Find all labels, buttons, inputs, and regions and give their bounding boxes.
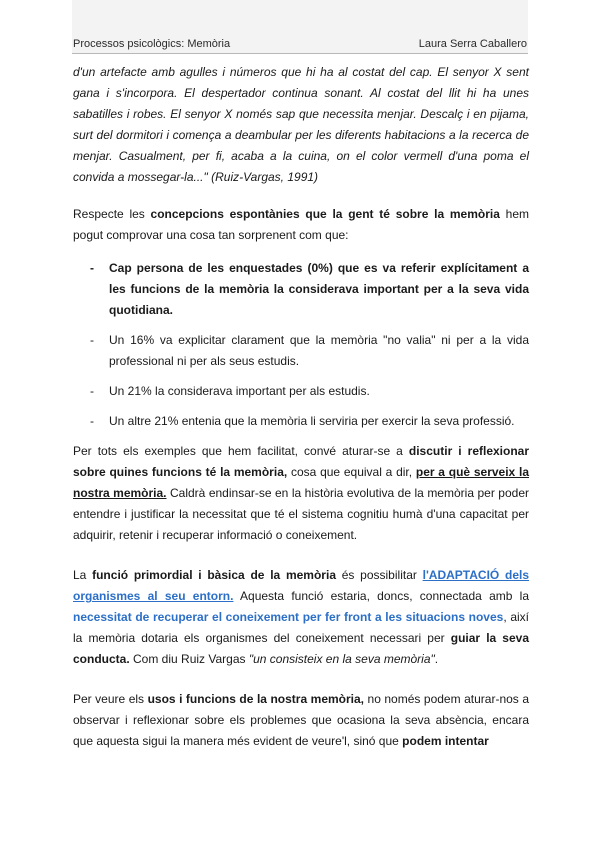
uses-paragraph: [73, 689, 529, 752]
bold-run: usos i funcions de la nostra memòria,: [147, 692, 365, 706]
bold-run: concepcions espontànies que la gent té sobre la memòria: [150, 207, 500, 221]
text-run: cosa que equival a dir,: [287, 465, 416, 479]
list-item: - Un 16% va explicitar clarament que la memòria "no valia" ni per a la vida professional ni per als seus estudis.: [73, 330, 529, 372]
text-run: Aquesta funció estaria, doncs, connectada amb la: [233, 589, 530, 603]
adaptation-link[interactable]: l'ADAPTACIÓ dels organismes al seu entorn.: [73, 568, 529, 603]
bold-run: guiar la seva conducta.: [73, 631, 529, 666]
survey-list: [73, 258, 529, 432]
italic-run: "un consisteix en la seva memòria": [248, 652, 435, 666]
highlight-run: necessitat de recuperar el coneixement per fer front a les situacions noves: [73, 610, 504, 624]
text-run: La: [73, 568, 93, 582]
text-run: és possibilitar: [336, 568, 423, 582]
function-paragraph: [73, 565, 529, 670]
intro-paragraph: [73, 204, 529, 246]
header-author: Laura Serra Caballero: [418, 38, 527, 50]
text-run: Com diu Ruiz Vargas: [129, 652, 249, 666]
list-item: - Cap persona de les enquestades (0%) que es va referir explícitament a les funcions de la memòria la considerava important per a la seva vida quotidiana.: [73, 258, 529, 321]
text-run: Per veure els: [73, 692, 148, 706]
document-body: [73, 62, 529, 752]
text-run: Per tots els exemples que hem facilitat, convé aturar-se a: [73, 444, 409, 458]
text-run: hem pogut comprovar una cosa tan sorprenent com que:: [73, 207, 530, 242]
bold-run: funció primordial i bàsica de la memòria: [92, 568, 336, 582]
header-title: Processos psicològics: Memòria: [73, 38, 231, 50]
page-header: [72, 0, 528, 54]
text-run: no només podem aturar-nos a observar i reflexionar sobre els problemes que ocasiona la seva absència, encara que aquesta sigui la manera més evident de veure'l, sinó que: [73, 692, 529, 748]
text-run: .: [434, 652, 439, 666]
list-item: - Un 21% la considerava important per als estudis.: [73, 381, 529, 402]
text-run: Caldrà endinsar-se en la història evolutiva de la memòria per poder entendre i justificar la necessitat que té el sistema cognitiu humà d'una capacitat per adquirir, retenir i recuperar informació o coneixement.: [73, 486, 529, 542]
bold-run: discutir i reflexionar sobre quines funcions té la memòria,: [73, 444, 530, 479]
underlined-bold-run: per a què serveix la nostra memòria.: [73, 465, 529, 500]
discussion-paragraph: [73, 441, 529, 546]
list-item: - Un altre 21% entenia que la memòria li serviria per exercir la seva professió.: [73, 411, 529, 432]
quote-paragraph: d'un artefacte amb agulles i números que hi ha al costat del cap. El senyor X sent gana i s'incorpora. El despertador continua sonant. Al costat del llit hi ha unes sabatilles i robes. El senyor X només sap que necessita menjar. Descalç i en pijama, surt del dormitori i comença a deambular per les diferents habitacions a la recerca de menjar. Casualment, per fi, acaba a la cuina, on el color vermell d'una poma el convida a mossegar-la..." (Ruiz-Vargas, 1991): [73, 65, 529, 184]
text-run: , així la memòria dotaria els organismes del coneixement necessari per: [73, 610, 529, 645]
text-run: Respecte les: [73, 207, 151, 221]
bold-run: podem intentar: [402, 734, 489, 748]
